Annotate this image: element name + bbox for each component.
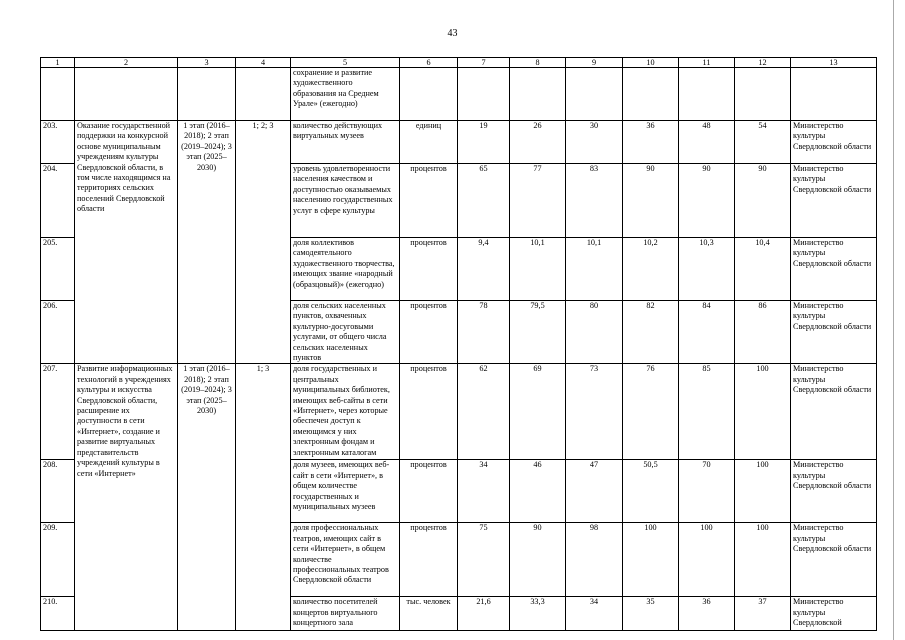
value-cell: 98 xyxy=(566,523,623,597)
unit-cell: процентов xyxy=(400,364,458,460)
column-header: 10 xyxy=(623,58,679,68)
unit-cell: тыс. человек xyxy=(400,597,458,631)
row-number: 203. xyxy=(41,121,75,164)
unit-cell: процентов xyxy=(400,460,458,523)
column-header: 6 xyxy=(400,58,458,68)
unit-cell: процентов xyxy=(400,164,458,238)
value-cell: 35 xyxy=(623,597,679,631)
value-cell: 90 xyxy=(510,523,566,597)
column-header: 11 xyxy=(679,58,735,68)
row-number: 210. xyxy=(41,597,75,631)
value-cell: 54 xyxy=(735,121,791,164)
stages-cell: 1 этап (2016–2018); 2 этап (2019–2024); 3 этап (2025–2030) xyxy=(178,364,236,631)
value-cell: 34 xyxy=(566,597,623,631)
value-cell: 48 xyxy=(679,121,735,164)
row-number: 209. xyxy=(41,523,75,597)
value-cell: 100 xyxy=(623,523,679,597)
indicator-cell: доля профессиональных театров, имеющих сайт в сети «Интернет», в общем количестве профессиональных театров Свердловской области xyxy=(291,523,400,597)
value-cell: 10,1 xyxy=(510,238,566,301)
task-cell: Развитие информационных технологий в учреждениях культуры и искусства Свердловской области, расширение их доступности в сети «Интернет», создание и развитие виртуальных представительств учреждений культуры в сети «Интернет» xyxy=(75,364,178,631)
value-cell: 90 xyxy=(623,164,679,238)
value-cell: 19 xyxy=(458,121,510,164)
value-cell: 84 xyxy=(679,301,735,364)
responsible-cell: Министерство культуры Свердловской области xyxy=(791,523,877,597)
goal-cell: 1; 2; 3 xyxy=(236,121,291,364)
value-cell: 90 xyxy=(679,164,735,238)
responsible-cell: Министерство культуры Свердловской области xyxy=(791,164,877,238)
column-header: 4 xyxy=(236,58,291,68)
table-row xyxy=(41,364,877,460)
column-header: 9 xyxy=(566,58,623,68)
stages-cell: 1 этап (2016–2018); 2 этап (2019–2024); 3 этап (2025–2030) xyxy=(178,121,236,364)
value-cell: 62 xyxy=(458,364,510,460)
responsible-cell: Министерство культуры Свердловской xyxy=(791,597,877,631)
value-cell: 10,4 xyxy=(735,238,791,301)
value-cell: 82 xyxy=(623,301,679,364)
value-cell: 36 xyxy=(679,597,735,631)
value-cell: 34 xyxy=(458,460,510,523)
indicator-cell: доля музеев, имеющих веб-сайт в сети «Интернет», в общем количестве государственных и муниципальных музеев xyxy=(291,460,400,523)
indicator-cell: количество действующих виртуальных музеев xyxy=(291,121,400,164)
responsible-cell: Министерство культуры Свердловской области xyxy=(791,364,877,460)
column-header: 8 xyxy=(510,58,566,68)
value-cell: 100 xyxy=(735,364,791,460)
row-number: 204. xyxy=(41,164,75,238)
responsible-cell: Министерство культуры Свердловской области xyxy=(791,460,877,523)
table-row xyxy=(41,68,877,121)
value-cell: 47 xyxy=(566,460,623,523)
responsible-cell: Министерство культуры Свердловской области xyxy=(791,121,877,164)
value-cell: 83 xyxy=(566,164,623,238)
value-cell: 26 xyxy=(510,121,566,164)
row-number: 208. xyxy=(41,460,75,523)
value-cell: 77 xyxy=(510,164,566,238)
responsible-cell: Министерство культуры Свердловской области xyxy=(791,238,877,301)
value-cell: 75 xyxy=(458,523,510,597)
value-cell: 10,2 xyxy=(623,238,679,301)
row-number: 205. xyxy=(41,238,75,301)
indicators-table xyxy=(40,57,877,631)
task-cell: Оказание государственной поддержки на конкурсной основе муниципальным учреждениям культуры Свердловской области, в том числе находящимся на территориях сельских поселений Свердловской области xyxy=(75,121,178,364)
indicator-cell: доля государственных и центральных муниципальных библиотек, имеющих веб-сайты в сети «Интернет», через которые обеспечен доступ к имеющимся у них электронным фондам и электронным каталогам xyxy=(291,364,400,460)
value-cell: 36 xyxy=(623,121,679,164)
indicator-cell: доля сельских населенных пунктов, охваченных культурно-досуговыми услугами, от общего числа сельских населенных пунктов xyxy=(291,301,400,364)
table-row xyxy=(41,121,877,164)
value-cell: 50,5 xyxy=(623,460,679,523)
value-cell: 21,6 xyxy=(458,597,510,631)
column-header: 3 xyxy=(178,58,236,68)
value-cell: 33,3 xyxy=(510,597,566,631)
value-cell: 69 xyxy=(510,364,566,460)
indicator-cell: доля коллективов самодеятельного художественного творчества, имеющих звание «народный (образцовый)» (ежегодно) xyxy=(291,238,400,301)
column-header: 5 xyxy=(291,58,400,68)
value-cell: 100 xyxy=(735,460,791,523)
value-cell: 85 xyxy=(679,364,735,460)
column-header: 13 xyxy=(791,58,877,68)
page-edge xyxy=(893,0,894,640)
indicator-cell: уровень удовлетворенности населения качеством и доступностью оказываемых населению государственных услуг в сфере культуры xyxy=(291,164,400,238)
column-header: 7 xyxy=(458,58,510,68)
value-cell: 65 xyxy=(458,164,510,238)
value-cell: 86 xyxy=(735,301,791,364)
row-number: 206. xyxy=(41,301,75,364)
value-cell: 80 xyxy=(566,301,623,364)
column-header: 2 xyxy=(75,58,178,68)
goal-cell: 1; 3 xyxy=(236,364,291,631)
value-cell: 30 xyxy=(566,121,623,164)
value-cell: 76 xyxy=(623,364,679,460)
value-cell: 100 xyxy=(679,523,735,597)
page-number: 43 xyxy=(447,28,458,39)
value-cell: 70 xyxy=(679,460,735,523)
indicator-cell: количество посетителей концертов виртуального концертного зала xyxy=(291,597,400,631)
value-cell: 100 xyxy=(735,523,791,597)
unit-cell: единиц xyxy=(400,121,458,164)
value-cell: 9,4 xyxy=(458,238,510,301)
value-cell: 73 xyxy=(566,364,623,460)
value-cell: 37 xyxy=(735,597,791,631)
value-cell: 78 xyxy=(458,301,510,364)
value-cell: 90 xyxy=(735,164,791,238)
unit-cell: процентов xyxy=(400,523,458,597)
indicator-cell: сохранение и развитие художественного образования на Среднем Урале» (ежегодно) xyxy=(291,68,400,121)
row-number: 207. xyxy=(41,364,75,460)
unit-cell: процентов xyxy=(400,238,458,301)
value-cell: 10,1 xyxy=(566,238,623,301)
column-number-row xyxy=(41,58,877,68)
column-header: 1 xyxy=(41,58,75,68)
responsible-cell: Министерство культуры Свердловской области xyxy=(791,301,877,364)
value-cell: 10,3 xyxy=(679,238,735,301)
unit-cell: процентов xyxy=(400,301,458,364)
column-header: 12 xyxy=(735,58,791,68)
value-cell: 79,5 xyxy=(510,301,566,364)
value-cell: 46 xyxy=(510,460,566,523)
